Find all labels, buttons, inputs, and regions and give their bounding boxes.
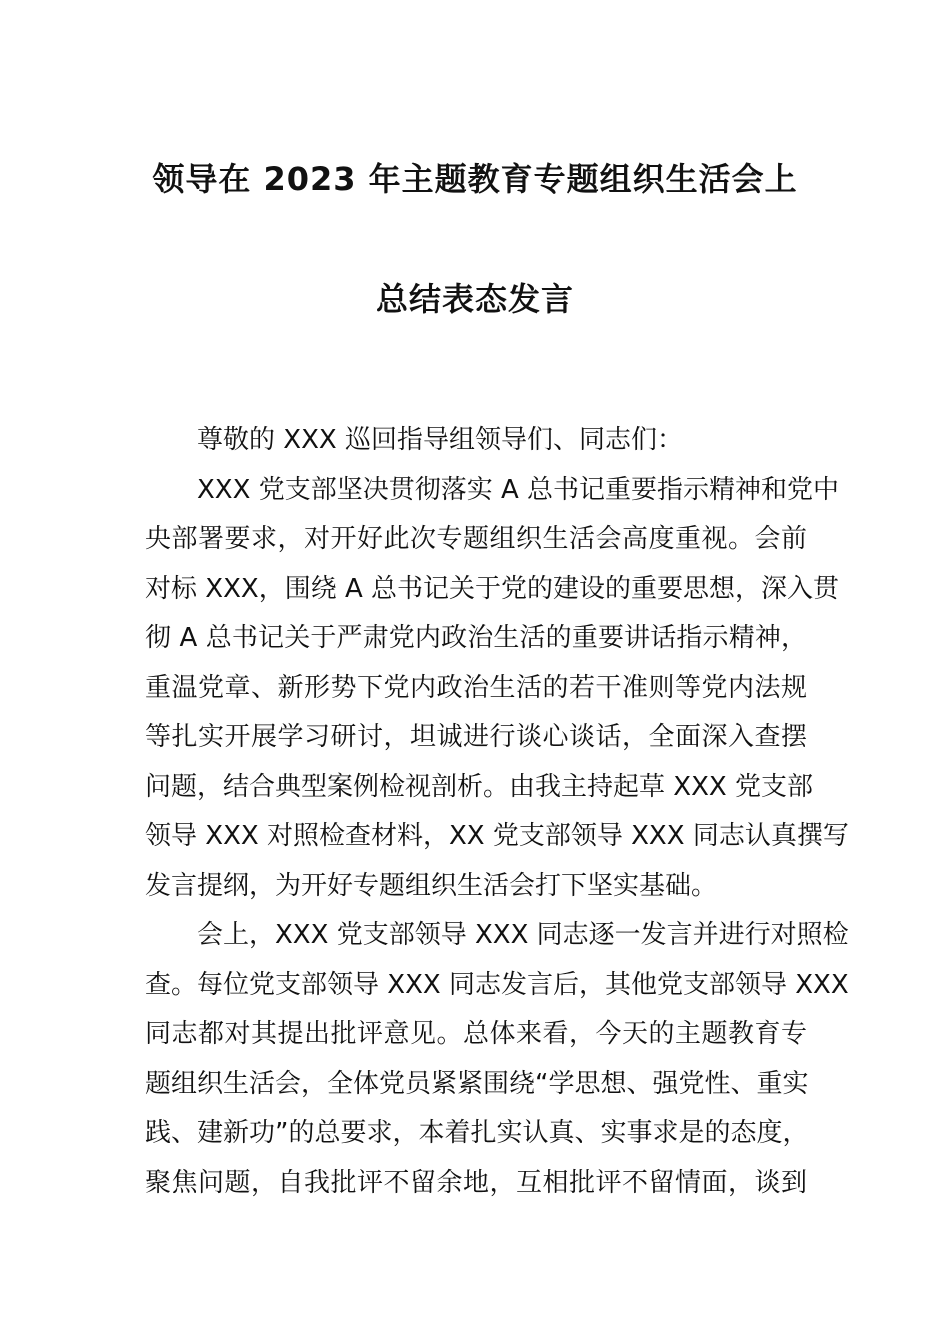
paragraph-2-line-5: 践、建新功”的总要求，本着扎实认真、实事求是的态度， [145,1118,809,1148]
paragraph-1-line-5: 重温党章、新形势下党内政治生活的若干准则等党内法规 [145,672,807,703]
paragraph-2-line-2: 查。每位党支部领导 XXX 同志发言后，其他党支部领导 XXX [145,969,849,1000]
paragraph-2-line-3: 同志都对其提出批评意见。总体来看，今天的主题教育专 [145,1019,807,1049]
document-title-line-2: 总结表态发言 [375,280,574,318]
document-body [145,416,849,1208]
paragraph-1-line-4: 彻 A 总书记关于严肃党内政治生活的重要讲话指示精神， [145,623,807,653]
paragraph-1-line-6: 等扎实开展学习研讨，坦诚进行谈心谈话，全面深入查摆 [145,722,807,752]
paragraph-1-line-8: 领导 XXX 对照检查材料，XX 党支部领导 XXX 同志认真撰写 [145,821,849,851]
paragraph-1-line-7: 问题，结合典型案例检视剖析。由我主持起草 XXX 党支部 [145,771,813,802]
paragraph-2-line-4: 题组织生活会，全体党员紧紧围绕“学思想、强党性、重实 [145,1068,809,1099]
paragraph-2-line-1: 会上，XXX 党支部领导 XXX 同志逐一发言并进行对照检 [197,920,849,950]
paragraph-1-line-3: 对标 XXX，围绕 A 总书记关于党的建设的重要思想，深入贯 [145,573,840,604]
paragraph-1-line-2: 央部署要求，对开好此次专题组织生活会高度重视。会前 [145,524,807,554]
paragraph-1-line-1: XXX 党支部坚决贯彻落实 A 总书记重要指示精神和党中 [197,474,840,505]
paragraph-1-line-9: 发言提纲，为开好专题组织生活会打下坚实基础。 [145,870,718,901]
salutation-line: 尊敬的 XXX 巡回指导组领导们、同志们： [197,425,683,455]
paragraph-2-line-6: 聚焦问题，自我批评不留余地，互相批评不留情面，谈到 [145,1167,807,1198]
document-title-line-1: 领导在 2023 年主题教育专题组织生活会上 [152,160,798,198]
